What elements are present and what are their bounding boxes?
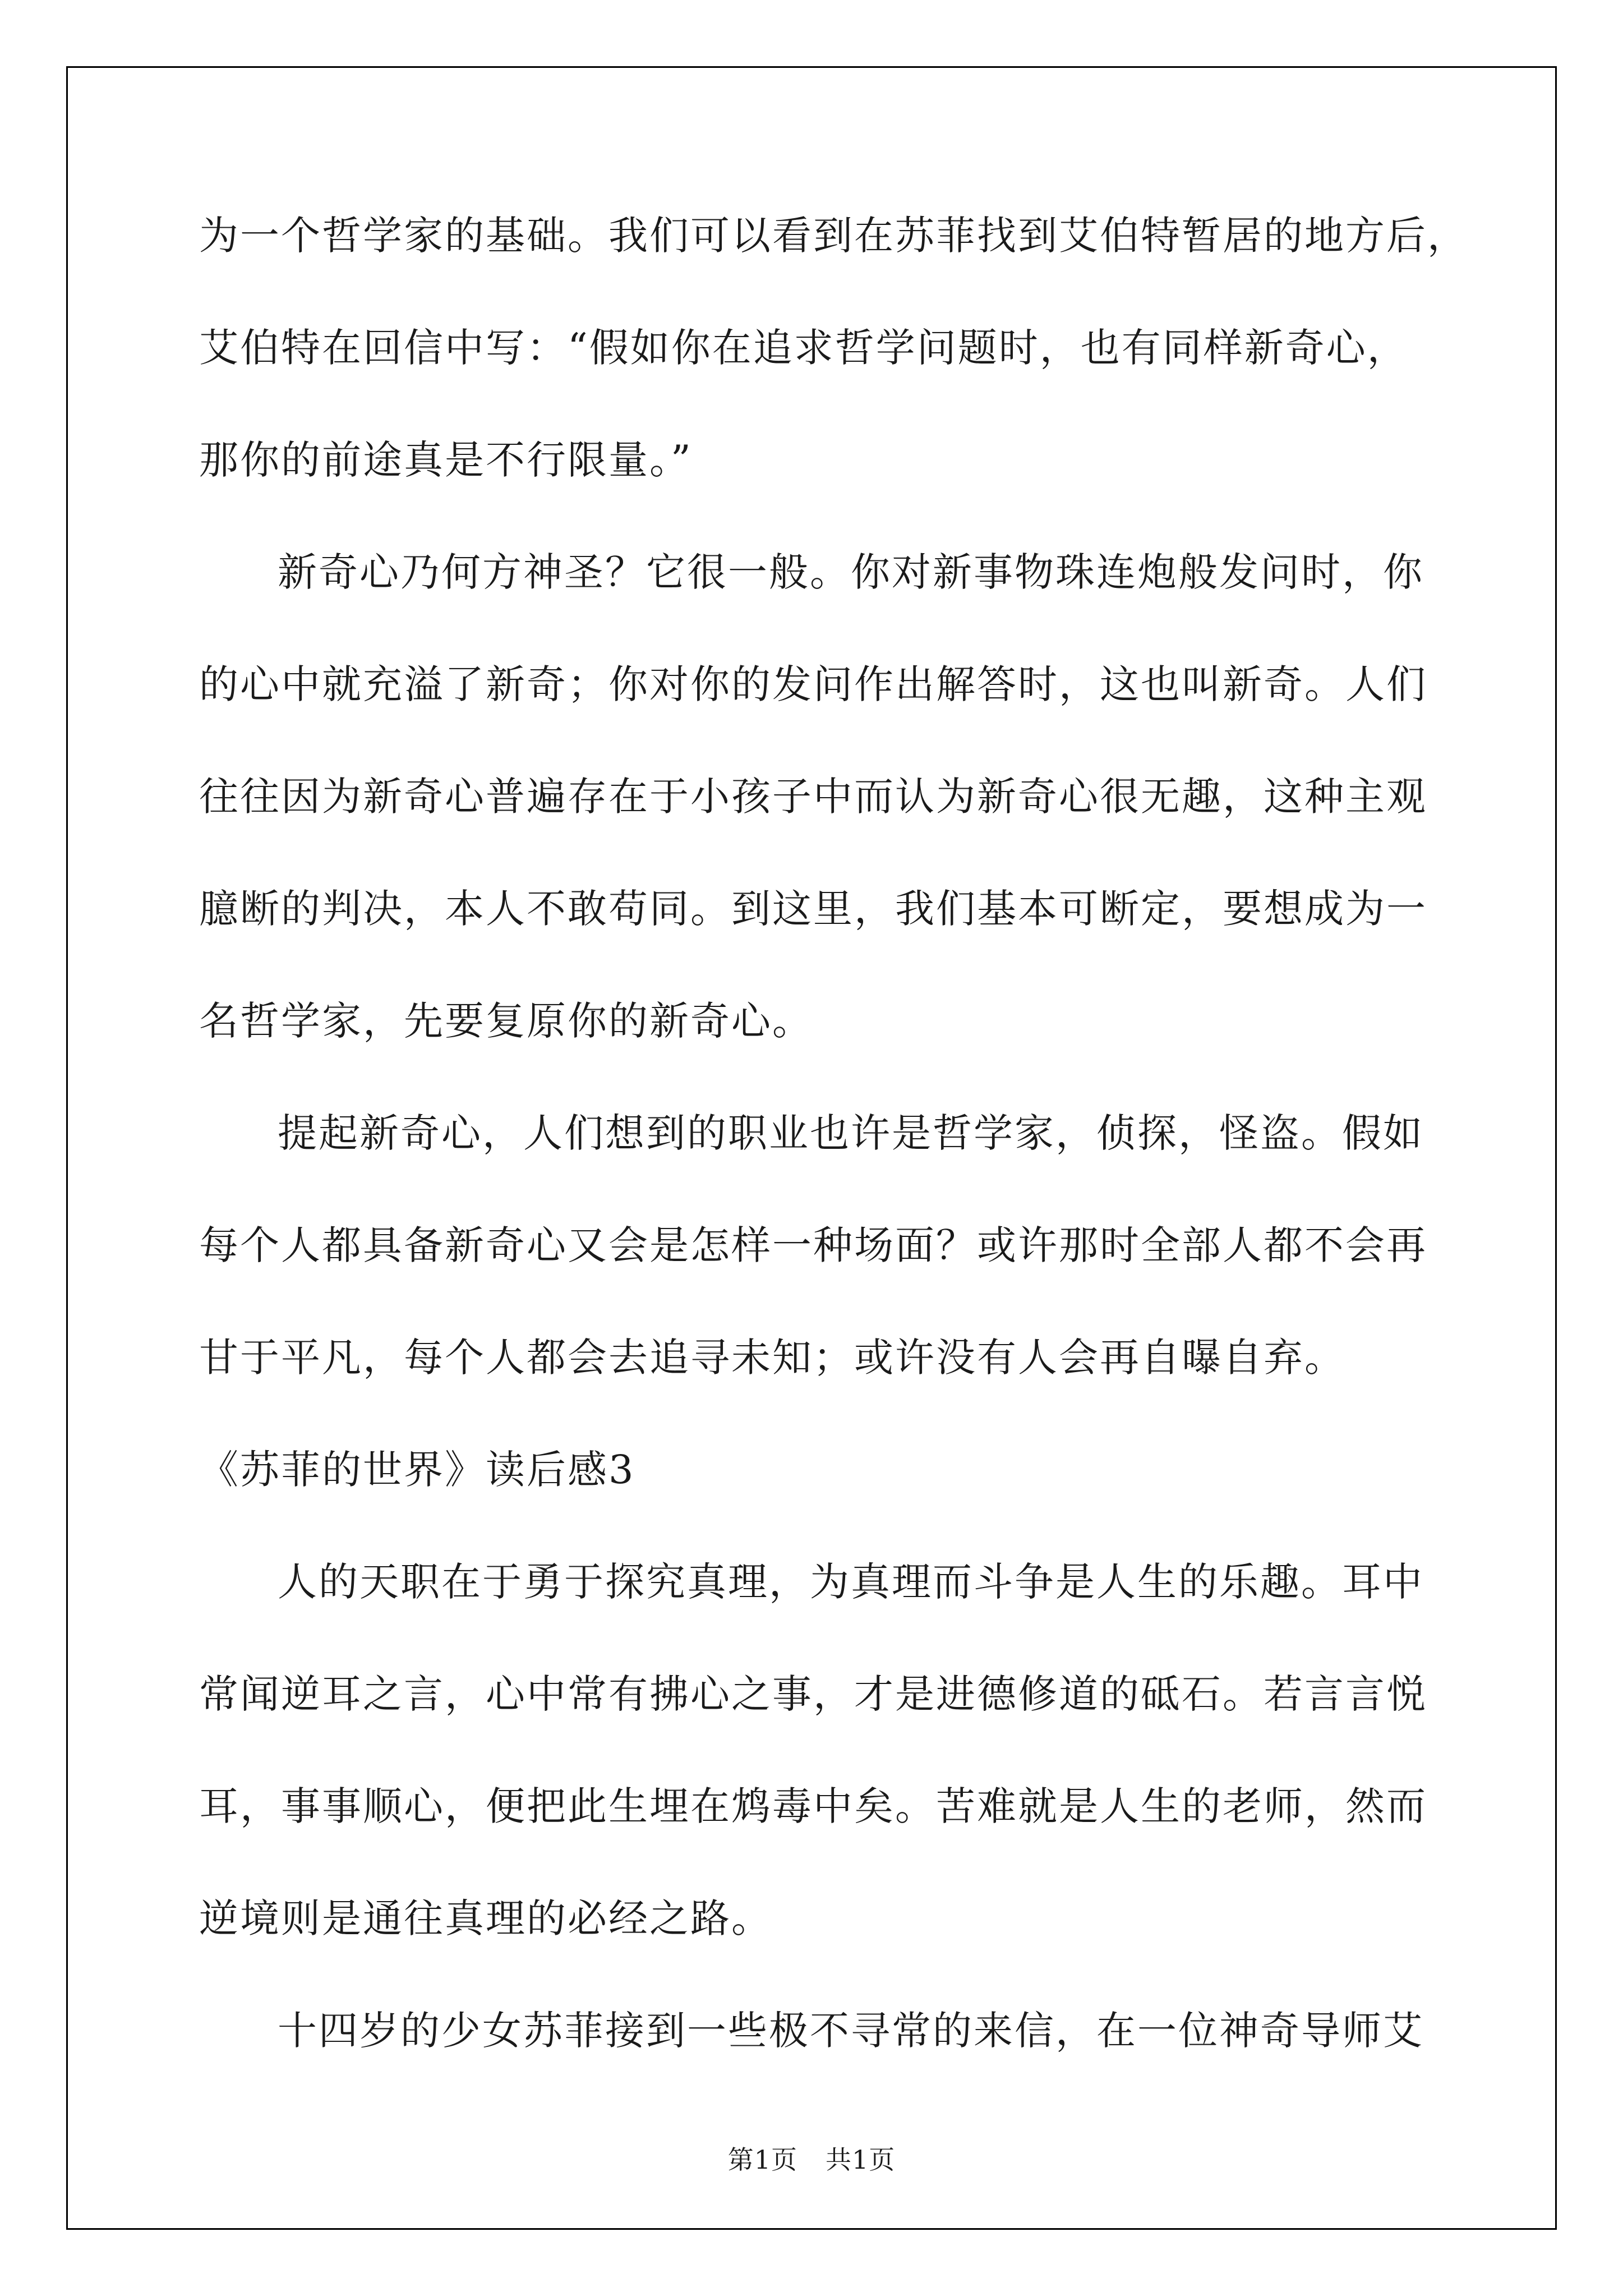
text-line: 臆断的判决，本人不敢苟同。到这里，我们基本可断定，要想成为一 [199,886,1427,932]
text-line: 那你的前途真是不行限量。” [199,437,693,483]
text-line: 逆境则是通往真理的必经之路。 [199,1895,772,1941]
paragraph-start-line: 十四岁的少女苏菲接到一些极不寻常的来信，在一位神奇导师艾 [278,2008,1424,2054]
text-line: 名哲学家，先要复原你的新奇心。 [199,998,813,1044]
text-line: 艾伯特在回信中写：“假如你在追求哲学问题时，也有同样新奇心， [199,325,1408,371]
page-total: 共1页 [826,2145,896,2175]
text-line: 为一个哲学家的基础。我们可以看到在苏菲找到艾伯特暂居的地方后， [199,213,1468,259]
paragraph-start-line: 提起新奇心，人们想到的职业也许是哲学家，侦探，怪盗。假如 [278,1110,1424,1156]
text-line: 往往因为新奇心普遍存在于小孩子中而认为新奇心很无趣，这种主观 [199,774,1427,820]
page-footer [0,2143,1623,2177]
paragraph-start-line: 人的天职在于勇于探究真理，为真理而斗争是人生的乐趣。耳中 [278,1559,1424,1605]
text-line: 甘于平凡，每个人都会去追寻未知；或许没有人会再自曝自弃。 [199,1335,1345,1381]
text-line: 耳，事事顺心，便把此生埋在鸩毒中矣。苦难就是人生的老师，然而 [199,1783,1427,1829]
text-line: 常闻逆耳之言，心中常有拂心之事，才是进德修道的砥石。若言言悦 [199,1671,1427,1717]
text-line: 的心中就充溢了新奇；你对你的发问作出解答时，这也叫新奇。人们 [199,661,1427,707]
section-heading: 《苏菲的世界》读后感3 [199,1447,635,1493]
text-line: 每个人都具备新奇心又会是怎样一种场面？或许那时全部人都不会再 [199,1222,1427,1268]
page-number: 第1页 [727,2145,797,2175]
paragraph-start-line: 新奇心乃何方神圣？它很一般。你对新事物珠连炮般发问时，你 [278,549,1424,595]
